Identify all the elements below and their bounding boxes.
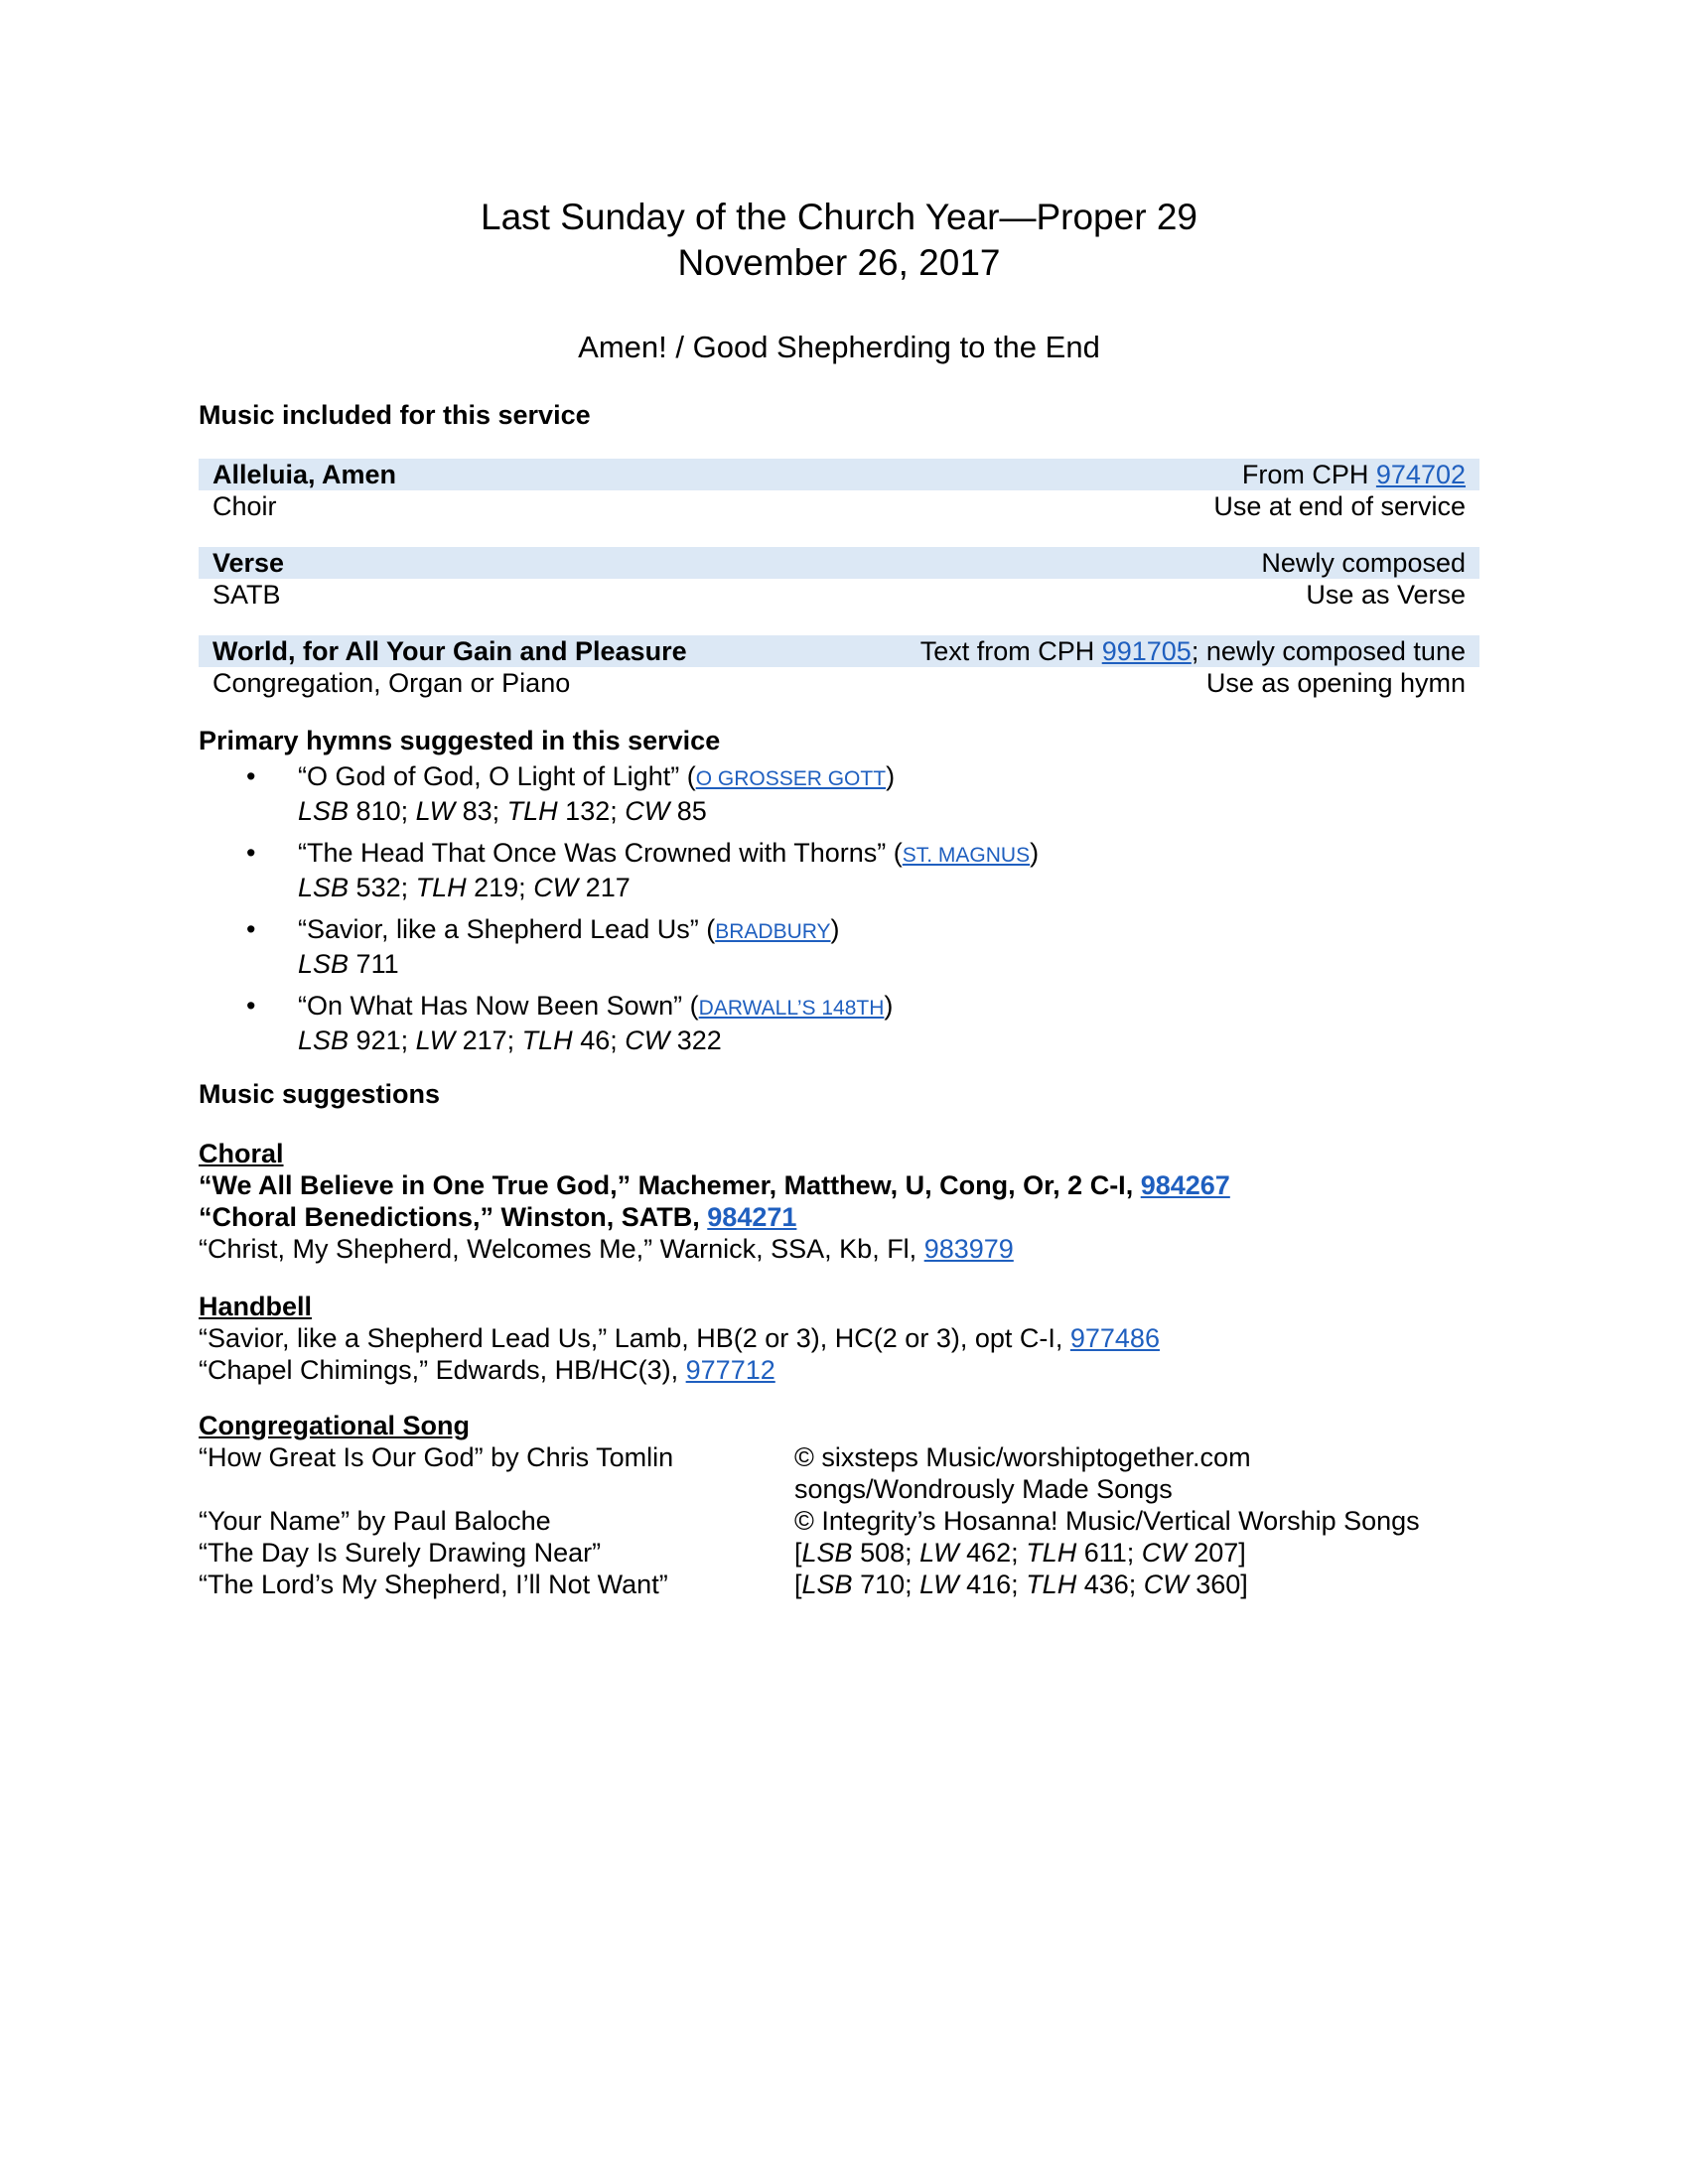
hymnal-refs: LSB 810; LW 83; TLH 132; CW 85 — [298, 796, 707, 826]
tune-link[interactable]: ST. MAGNUS — [902, 844, 1031, 867]
hymnal-refs: LSB 532; TLH 219; CW 217 — [298, 873, 631, 902]
hymnal-refs: LSB 921; LW 217; TLH 46; CW 322 — [298, 1025, 722, 1055]
hymn-item: • “O God of God, O Light of Light” (O GROSSER GOTT) LSB 810; LW 83; TLH 132; CW 85 — [199, 760, 1390, 827]
tune-link[interactable]: BRADBURY — [715, 920, 831, 943]
handbell-section — [199, 1291, 1479, 1386]
service-music-item — [199, 547, 1479, 611]
bullet-icon: • — [246, 991, 256, 1021]
song-row — [199, 1537, 1479, 1569]
bullet-icon: • — [246, 914, 256, 944]
item-source: Newly composed — [1261, 548, 1466, 578]
document-page — [199, 0, 1479, 1599]
handbell-item: “Savior, like a Shepherd Lead Us,” Lamb, HB(2 or 3), HC(2 or 3), opt C-I, 977486 — [199, 1323, 1160, 1353]
choral-item: “Choral Benedictions,” Winston, SATB, 984271 — [199, 1202, 797, 1232]
service-theme: Amen! / Good Shepherding to the End — [578, 330, 1100, 364]
catalog-link[interactable]: 984267 — [1140, 1170, 1230, 1200]
music-suggestions-heading: Music suggestions — [199, 1079, 441, 1109]
catalog-link[interactable]: 983979 — [923, 1234, 1014, 1264]
catalog-link[interactable]: 977712 — [685, 1355, 775, 1385]
choral-item: “Christ, My Shepherd, Welcomes Me,” Warnick, SSA, Kb, Fl, 983979 — [199, 1234, 1014, 1264]
tune-link[interactable]: DARWALL’S 148TH — [698, 997, 885, 1020]
handbell-item: “Chapel Chimings,” Edwards, HB/HC(3), 977712 — [199, 1355, 775, 1385]
service-music-item — [199, 635, 1479, 699]
bullet-icon: • — [246, 761, 256, 791]
congregational-section — [199, 1410, 1479, 1600]
choral-heading: Choral — [199, 1139, 284, 1168]
title-block — [199, 195, 1479, 367]
song-row — [199, 1569, 1479, 1600]
choral-section — [199, 1138, 1479, 1265]
hymnal-refs: [LSB 508; LW 462; TLH 611; CW 207] — [794, 1538, 1246, 1568]
song-title: “The Lord’s My Shepherd, I’ll Not Want” — [199, 1570, 668, 1599]
congregational-heading: Congregational Song — [199, 1411, 470, 1440]
item-voicing: SATB — [212, 580, 281, 610]
hymn-item: • “On What Has Now Been Sown” (DARWALL’S 148TH) LSB 921; LW 217; TLH 46; CW 322 — [199, 990, 1390, 1056]
item-name: Alleluia, Amen — [212, 460, 397, 489]
service-music-item — [199, 459, 1479, 522]
song-title: “Your Name” by Paul Baloche — [199, 1506, 551, 1536]
catalog-link[interactable]: 991705 — [1101, 636, 1192, 666]
item-voicing: Congregation, Organ or Piano — [212, 668, 571, 698]
choral-item: “We All Believe in One True God,” Machemer, Matthew, U, Cong, Or, 2 C-I, 984267 — [199, 1170, 1230, 1200]
catalog-link[interactable]: 974702 — [1375, 460, 1466, 489]
item-name: Verse — [212, 548, 285, 578]
primary-hymns-list — [199, 760, 1390, 1066]
hymn-item: • “Savior, like a Shepherd Lead Us” (BRADBURY) LSB 711 — [199, 913, 1390, 980]
item-source: Text from CPH 991705; newly composed tune — [919, 636, 1466, 666]
primary-hymns-heading: Primary hymns suggested in this service — [199, 726, 721, 755]
catalog-link[interactable]: 984271 — [707, 1202, 797, 1232]
tune-link[interactable]: O GROSSER GOTT — [695, 767, 887, 790]
music-included-heading: Music included for this service — [199, 400, 591, 430]
hymnal-refs: [LSB 710; LW 416; TLH 436; CW 360] — [794, 1570, 1248, 1599]
song-row — [199, 1441, 1479, 1505]
song-copyright: © Integrity’s Hosanna! Music/Vertical Worship Songs — [794, 1506, 1420, 1536]
item-source: From CPH 974702 — [1241, 460, 1466, 489]
song-title: “The Day Is Surely Drawing Near” — [199, 1538, 602, 1568]
title-line-1: Last Sunday of the Church Year—Proper 29 — [481, 197, 1197, 237]
item-usage: Use as Verse — [1306, 580, 1466, 610]
item-usage: Use as opening hymn — [1205, 668, 1466, 698]
item-usage: Use at end of service — [1213, 491, 1466, 521]
item-voicing: Choir — [212, 491, 277, 521]
title-line-2: November 26, 2017 — [677, 242, 1001, 283]
catalog-link[interactable]: 977486 — [1069, 1323, 1160, 1353]
hymn-item: • “The Head That Once Was Crowned with Thorns” (ST. MAGNUS) LSB 532; TLH 219; CW 217 — [199, 837, 1390, 903]
hymnal-refs: LSB 711 — [298, 949, 399, 979]
song-copyright: © sixsteps Music/worshiptogether.com songs/Wondrously Made Songs — [794, 1442, 1251, 1504]
handbell-heading: Handbell — [199, 1292, 313, 1321]
bullet-icon: • — [246, 838, 256, 868]
song-row — [199, 1505, 1479, 1537]
item-name: World, for All Your Gain and Pleasure — [212, 636, 687, 666]
song-title: “How Great Is Our God” by Chris Tomlin — [199, 1442, 674, 1472]
